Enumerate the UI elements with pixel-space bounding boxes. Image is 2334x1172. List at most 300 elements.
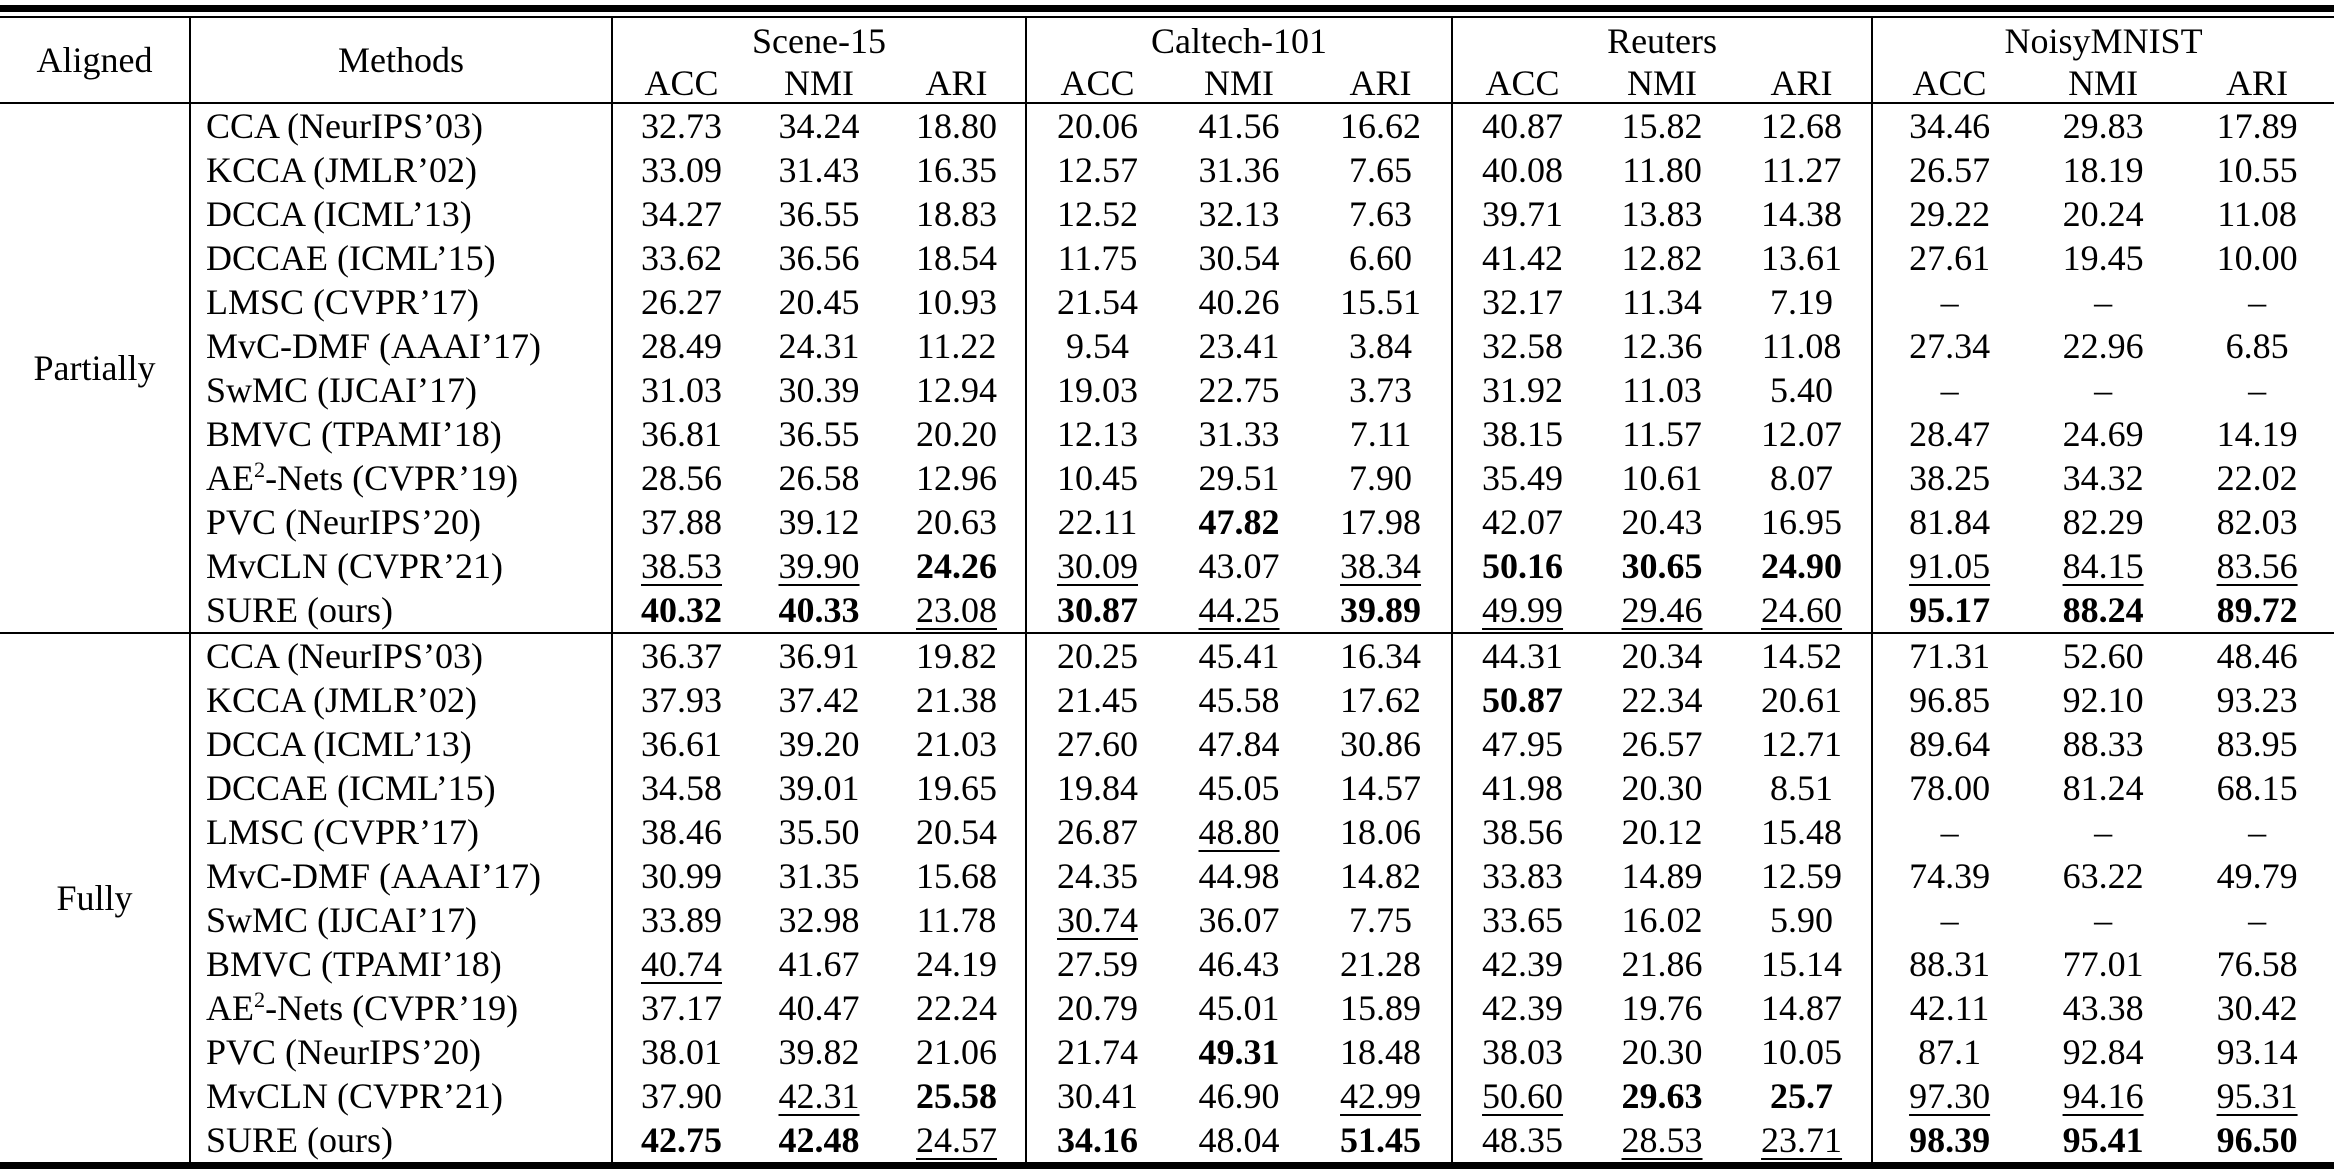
value-cell: 12.07 [1761, 414, 1843, 454]
value-cell: 41.42 [1452, 236, 1592, 280]
value-cell: 49.79 [2216, 856, 2298, 896]
value-cell: 32.17 [1452, 280, 1592, 324]
value-cell: 82.03 [2216, 502, 2298, 542]
value-cell: 42.48 [778, 1120, 860, 1160]
value-cell: 39.01 [778, 768, 860, 808]
value-cell: 25.58 [916, 1076, 997, 1116]
value-cell: 42.99 [1340, 1076, 1422, 1116]
value-cell: 32.73 [612, 103, 750, 148]
value-cell: 52.60 [2026, 633, 2180, 678]
value-cell: 42.31 [778, 1076, 860, 1116]
value-cell: 37.88 [612, 500, 750, 544]
value-cell: 44.25 [1198, 590, 1280, 630]
value-cell: 34.24 [778, 106, 860, 146]
value-cell: 15.14 [1761, 944, 1843, 984]
value-cell: – [2094, 900, 2113, 940]
value-cell: 88.31 [1872, 942, 2026, 986]
table-row [0, 192, 2334, 236]
value-cell: 20.20 [916, 414, 997, 454]
value-cell: 10.45 [1026, 456, 1168, 500]
value-cell: 15.89 [1340, 988, 1422, 1028]
value-cell: 77.01 [2062, 944, 2144, 984]
subheader-nmi: NMI [750, 64, 888, 103]
value-cell: 36.81 [612, 412, 750, 456]
value-cell: 33.65 [1452, 898, 1592, 942]
value-cell: 40.08 [1452, 148, 1592, 192]
value-cell: 20.30 [1621, 768, 1703, 808]
value-cell: 26.58 [778, 458, 860, 498]
value-cell: 15.82 [1621, 106, 1703, 146]
value-cell: 45.41 [1168, 633, 1310, 678]
value-cell: 48.35 [1452, 1118, 1592, 1162]
value-cell: 71.31 [1872, 633, 2026, 678]
method-name: PVC (NeurIPS’20) [190, 1030, 612, 1074]
value-cell: 36.91 [750, 633, 888, 678]
method-name: DCCA (ICML’13) [190, 192, 612, 236]
value-cell: 19.03 [1026, 368, 1168, 412]
value-cell: 45.58 [1198, 680, 1280, 720]
value-cell: 40.74 [612, 942, 750, 986]
value-cell: 3.84 [1349, 326, 1413, 366]
value-cell: 68.15 [2216, 768, 2298, 808]
value-cell: 10.93 [916, 282, 997, 322]
value-cell: 16.34 [1310, 633, 1452, 678]
value-cell: 20.61 [1761, 680, 1843, 720]
value-cell: 19.65 [916, 768, 997, 808]
value-cell: 12.13 [1026, 412, 1168, 456]
table-row [0, 324, 2334, 368]
value-cell: – [2248, 370, 2267, 410]
value-cell: 45.01 [1198, 988, 1280, 1028]
value-cell: 24.31 [778, 326, 860, 366]
value-cell: 29.83 [2062, 106, 2144, 146]
value-cell: 42.39 [1452, 986, 1592, 1030]
value-cell: 33.62 [612, 236, 750, 280]
value-cell: 27.61 [1872, 236, 2026, 280]
table-row [0, 678, 2334, 722]
value-cell: 81.84 [1872, 500, 2026, 544]
table-row [0, 588, 2334, 633]
group-header-scene15: Scene-15 [612, 18, 1026, 64]
value-cell: 21.45 [1026, 678, 1168, 722]
value-cell: 44.98 [1198, 856, 1280, 896]
value-cell: – [1872, 810, 2026, 854]
value-cell: 38.25 [1872, 456, 2026, 500]
method-name: CCA (NeurIPS’03) [190, 633, 612, 678]
value-cell: 23.71 [1761, 1120, 1843, 1160]
value-cell: 21.28 [1340, 944, 1422, 984]
section-partially [0, 103, 2334, 633]
group-header-caltech101: Caltech-101 [1026, 18, 1452, 64]
value-cell: 39.89 [1340, 590, 1422, 630]
value-cell: 12.52 [1026, 192, 1168, 236]
value-cell: – [2094, 812, 2113, 852]
value-cell: 11.80 [1622, 150, 1702, 190]
value-cell: 37.17 [612, 986, 750, 1030]
value-cell: 40.47 [778, 988, 860, 1028]
value-cell: 20.30 [1621, 1032, 1703, 1072]
value-cell: 30.99 [612, 854, 750, 898]
value-cell: 26.87 [1026, 810, 1168, 854]
method-name: SURE (ours) [190, 588, 612, 633]
col-header-aligned: Aligned [0, 18, 190, 103]
value-cell: 40.87 [1452, 103, 1592, 148]
method-name: SURE (ours) [190, 1118, 612, 1162]
table-row [0, 500, 2334, 544]
value-cell: 21.86 [1621, 944, 1703, 984]
value-cell: 49.31 [1198, 1032, 1280, 1072]
subheader-acc: ACC [612, 64, 750, 103]
value-cell: 47.95 [1452, 722, 1592, 766]
value-cell: 11.34 [1622, 282, 1702, 322]
value-cell: 36.07 [1198, 900, 1280, 940]
value-cell: 13.83 [1621, 194, 1703, 234]
value-cell: 33.83 [1452, 854, 1592, 898]
value-cell: 37.90 [612, 1074, 750, 1118]
value-cell: 31.33 [1198, 414, 1280, 454]
value-cell: 34.16 [1026, 1118, 1168, 1162]
value-cell: 18.54 [916, 238, 997, 278]
value-cell: 24.26 [916, 546, 997, 586]
value-cell: 28.47 [1872, 412, 2026, 456]
value-cell: 96.85 [1872, 678, 2026, 722]
value-cell: – [1872, 368, 2026, 412]
value-cell: 21.03 [916, 724, 997, 764]
section-fully [0, 633, 2334, 1162]
table-row [0, 942, 2334, 986]
value-cell: 97.30 [1872, 1074, 2026, 1118]
value-cell: 34.27 [612, 192, 750, 236]
subheader-acc: ACC [1872, 64, 2026, 103]
value-cell: 23.41 [1198, 326, 1280, 366]
value-cell: 14.89 [1621, 856, 1703, 896]
value-cell: – [1872, 898, 2026, 942]
value-cell: 92.10 [2062, 680, 2144, 720]
table-row [0, 148, 2334, 192]
value-cell: 7.19 [1770, 282, 1834, 322]
value-cell: 36.55 [778, 414, 860, 454]
table-row [0, 1074, 2334, 1118]
value-cell: 30.86 [1340, 724, 1422, 764]
value-cell: 96.50 [2216, 1120, 2298, 1160]
value-cell: 89.64 [1872, 722, 2026, 766]
value-cell: 20.06 [1026, 103, 1168, 148]
value-cell: 17.89 [2216, 106, 2298, 146]
value-cell: 21.74 [1026, 1030, 1168, 1074]
value-cell: 63.22 [2062, 856, 2144, 896]
value-cell: 83.95 [2216, 724, 2298, 764]
method-name: $AE^2$-Nets (CVPR’19) [190, 986, 612, 1030]
value-cell: – [2094, 282, 2113, 322]
table-row [0, 766, 2334, 810]
value-cell: 18.06 [1340, 812, 1422, 852]
top-rule-thick [0, 5, 2334, 12]
table-row [0, 368, 2334, 412]
value-cell: 6.85 [2225, 326, 2289, 366]
value-cell: 34.46 [1872, 103, 2026, 148]
value-cell: 20.34 [1592, 633, 1732, 678]
table-row [0, 1118, 2334, 1162]
value-cell: 34.32 [2062, 458, 2144, 498]
value-cell: 32.58 [1452, 324, 1592, 368]
value-cell: 39.12 [778, 502, 860, 542]
value-cell: 30.74 [1026, 898, 1168, 942]
value-cell: 3.73 [1349, 370, 1413, 410]
value-cell: 10.00 [2216, 238, 2298, 278]
aligned-label: Partially [33, 348, 156, 388]
value-cell: – [2094, 370, 2113, 410]
value-cell: 32.13 [1198, 194, 1280, 234]
group-header-noisymnist: NoisyMNIST [1872, 18, 2334, 64]
value-cell: 26.57 [1872, 148, 2026, 192]
value-cell: 38.53 [612, 544, 750, 588]
value-cell: 38.34 [1340, 546, 1422, 586]
method-name: BMVC (TPAMI’18) [190, 412, 612, 456]
table-row [0, 280, 2334, 324]
value-cell: 20.25 [1026, 633, 1168, 678]
value-cell: 47.82 [1198, 502, 1280, 542]
value-cell: 42.75 [612, 1118, 750, 1162]
table-row [0, 1030, 2334, 1074]
table-row [0, 633, 2334, 678]
value-cell: 30.87 [1026, 588, 1168, 633]
value-cell: – [2248, 812, 2267, 852]
value-cell: 19.84 [1026, 766, 1168, 810]
value-cell: 8.51 [1770, 768, 1834, 808]
method-name: LMSC (CVPR’17) [190, 810, 612, 854]
value-cell: 36.37 [612, 633, 750, 678]
value-cell: 10.55 [2216, 150, 2298, 190]
value-cell: 24.69 [2062, 414, 2144, 454]
value-cell: 21.38 [916, 680, 997, 720]
value-cell: 48.80 [1198, 812, 1280, 852]
value-cell: 7.90 [1349, 458, 1413, 498]
subheader-ari: ARI [1732, 64, 1872, 103]
value-cell: 24.57 [916, 1120, 997, 1160]
value-cell: 41.56 [1198, 106, 1280, 146]
value-cell: 15.51 [1340, 282, 1422, 322]
value-cell: 50.16 [1452, 544, 1592, 588]
value-cell: 7.65 [1349, 150, 1413, 190]
value-cell: 50.87 [1452, 678, 1592, 722]
method-name: DCCAE (ICML’15) [190, 236, 612, 280]
method-name: MvC-DMF (AAAI’17) [190, 324, 612, 368]
value-cell: 43.07 [1198, 546, 1280, 586]
value-cell: 94.16 [2062, 1076, 2144, 1116]
value-cell: – [2248, 282, 2267, 322]
value-cell: 78.00 [1872, 766, 2026, 810]
bottom-rule-thick [0, 1162, 2334, 1169]
value-cell: 29.51 [1198, 458, 1280, 498]
value-cell: 23.08 [916, 590, 997, 630]
method-name: BMVC (TPAMI’18) [190, 942, 612, 986]
value-cell: 26.57 [1621, 724, 1703, 764]
method-name: LMSC (CVPR’17) [190, 280, 612, 324]
value-cell: 84.15 [2062, 546, 2144, 586]
value-cell: 37.93 [612, 678, 750, 722]
value-cell: 14.19 [2216, 414, 2298, 454]
value-cell: 88.24 [2062, 590, 2144, 630]
value-cell: 48.04 [1198, 1120, 1280, 1160]
value-cell: 5.40 [1770, 370, 1834, 410]
value-cell: 34.58 [612, 766, 750, 810]
value-cell: 12.71 [1761, 724, 1843, 764]
value-cell: 98.39 [1872, 1118, 2026, 1162]
value-cell: 14.57 [1340, 768, 1422, 808]
method-name: SwMC (IJCAI’17) [190, 368, 612, 412]
value-cell: 40.33 [778, 590, 860, 630]
value-cell: 11.22 [916, 326, 997, 366]
value-cell: 45.05 [1198, 768, 1280, 808]
value-cell: 28.53 [1621, 1120, 1703, 1160]
value-cell: 22.96 [2062, 326, 2144, 366]
value-cell: 35.50 [778, 812, 860, 852]
table-row [0, 103, 2334, 148]
value-cell: 7.75 [1349, 900, 1413, 940]
method-name: DCCA (ICML’13) [190, 722, 612, 766]
col-header-methods: Methods [190, 18, 612, 103]
value-cell: 18.48 [1340, 1032, 1422, 1072]
value-cell: 31.92 [1452, 368, 1592, 412]
value-cell: 14.82 [1340, 856, 1422, 896]
value-cell: 76.58 [2216, 944, 2298, 984]
value-cell: 31.35 [778, 856, 860, 896]
value-cell: 39.71 [1452, 192, 1592, 236]
value-cell: 16.62 [1340, 106, 1422, 146]
value-cell: 22.24 [916, 988, 997, 1028]
value-cell: 42.07 [1452, 500, 1592, 544]
table-row [0, 236, 2334, 280]
value-cell: 24.60 [1761, 590, 1843, 630]
value-cell: 28.49 [612, 324, 750, 368]
value-cell: 22.02 [2216, 458, 2298, 498]
value-cell: 20.54 [916, 812, 997, 852]
value-cell: 14.87 [1761, 988, 1843, 1028]
value-cell: 20.12 [1621, 812, 1703, 852]
value-cell: 83.56 [2216, 546, 2298, 586]
value-cell: 93.23 [2216, 680, 2298, 720]
value-cell: 14.52 [1732, 633, 1872, 678]
value-cell: 38.56 [1452, 810, 1592, 854]
value-cell: 20.43 [1621, 502, 1703, 542]
table-row [0, 544, 2334, 588]
method-name: SwMC (IJCAI’17) [190, 898, 612, 942]
value-cell: 18.80 [916, 106, 997, 146]
value-cell: 16.95 [1761, 502, 1843, 542]
value-cell: 39.20 [778, 724, 860, 764]
value-cell: 20.63 [916, 502, 997, 542]
value-cell: 38.03 [1452, 1030, 1592, 1074]
table-row [0, 986, 2334, 1030]
method-name: DCCAE (ICML’15) [190, 766, 612, 810]
value-cell: 38.46 [612, 810, 750, 854]
value-cell: 31.03 [612, 368, 750, 412]
value-cell: 11.57 [1622, 414, 1702, 454]
value-cell: 25.7 [1770, 1076, 1834, 1116]
value-cell: 31.36 [1198, 150, 1280, 190]
value-cell: 88.33 [2062, 724, 2144, 764]
value-cell: 50.60 [1452, 1074, 1592, 1118]
value-cell: 12.94 [916, 370, 997, 410]
value-cell: 6.60 [1349, 238, 1413, 278]
value-cell: 87.1 [1872, 1030, 2026, 1074]
value-cell: 93.14 [2216, 1032, 2298, 1072]
value-cell: 95.17 [1872, 588, 2026, 633]
value-cell: 29.63 [1621, 1076, 1703, 1116]
group-header-reuters: Reuters [1452, 18, 1872, 64]
value-cell: 11.08 [1761, 326, 1842, 366]
value-cell: 26.27 [612, 280, 750, 324]
value-cell: 12.36 [1621, 326, 1703, 366]
value-cell: 27.34 [1872, 324, 2026, 368]
table-header [0, 18, 2334, 103]
value-cell: 20.45 [778, 282, 860, 322]
value-cell: 82.29 [2062, 502, 2144, 542]
table-row [0, 456, 2334, 500]
method-name: MvC-DMF (AAAI’17) [190, 854, 612, 898]
value-cell: 44.31 [1452, 633, 1592, 678]
value-cell: 51.45 [1340, 1120, 1422, 1160]
value-cell: 16.35 [916, 150, 997, 190]
value-cell: 39.82 [778, 1032, 860, 1072]
value-cell: 92.84 [2062, 1032, 2144, 1072]
value-cell: 7.63 [1349, 194, 1413, 234]
method-name: MvCLN (CVPR’21) [190, 1074, 612, 1118]
value-cell: 19.76 [1621, 988, 1703, 1028]
value-cell: 22.34 [1621, 680, 1703, 720]
subheader-nmi: NMI [2026, 64, 2180, 103]
method-name: PVC (NeurIPS’20) [190, 500, 612, 544]
value-cell: 30.65 [1621, 546, 1703, 586]
value-cell: 11.03 [1622, 370, 1702, 410]
value-cell: 21.06 [916, 1032, 997, 1072]
value-cell: 36.55 [778, 194, 860, 234]
value-cell: 32.98 [778, 900, 860, 940]
value-cell: 33.09 [612, 148, 750, 192]
value-cell: 12.59 [1761, 856, 1843, 896]
value-cell: 12.68 [1761, 106, 1843, 146]
value-cell: 46.43 [1198, 944, 1280, 984]
value-cell: 42.39 [1452, 942, 1592, 986]
value-cell: 36.56 [778, 238, 860, 278]
subheader-ari: ARI [888, 64, 1026, 103]
subheader-nmi: NMI [1592, 64, 1732, 103]
value-cell: 39.90 [778, 546, 860, 586]
value-cell: 18.19 [2062, 150, 2144, 190]
value-cell: 29.46 [1621, 590, 1703, 630]
value-cell: 15.68 [916, 856, 997, 896]
subheader-nmi: NMI [1168, 64, 1310, 103]
value-cell: 30.41 [1026, 1074, 1168, 1118]
value-cell: 5.90 [1770, 900, 1834, 940]
value-cell: 43.38 [2062, 988, 2144, 1028]
value-cell: 42.11 [1872, 986, 2026, 1030]
value-cell: 24.19 [916, 944, 997, 984]
value-cell: 46.90 [1198, 1076, 1280, 1116]
subheader-ari: ARI [1310, 64, 1452, 103]
value-cell: 95.41 [2062, 1120, 2144, 1160]
value-cell: 91.05 [1872, 544, 2026, 588]
value-cell: 18.83 [916, 194, 997, 234]
value-cell: 48.46 [2180, 633, 2334, 678]
value-cell: 41.98 [1452, 766, 1592, 810]
value-cell: 30.09 [1026, 544, 1168, 588]
value-cell: 38.01 [612, 1030, 750, 1074]
value-cell: 20.79 [1026, 986, 1168, 1030]
value-cell: 47.84 [1198, 724, 1280, 764]
value-cell: 95.31 [2216, 1076, 2298, 1116]
value-cell: 41.67 [778, 944, 860, 984]
